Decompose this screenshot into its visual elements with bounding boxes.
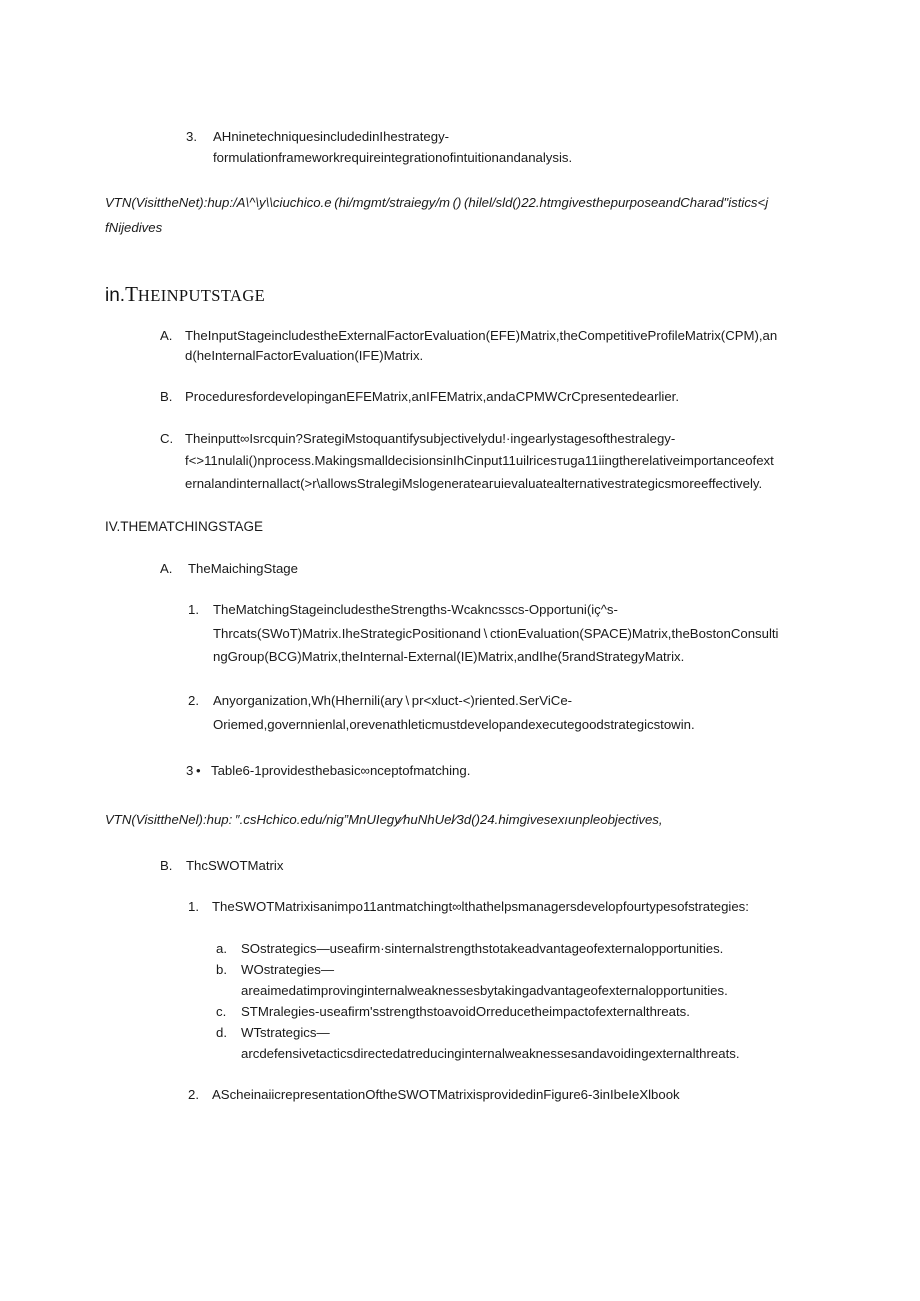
intro-item-line: formulationframeworkrequireintegrationofintuitionandanalysis. [213,150,573,165]
list-marker: 2. [188,1087,199,1102]
vtn-link-text: VTN(VisittheNet):hup:/A\^\y\\ciuchico.e (hi/mgmt/straiegy/m () (hilel/sld()22.htmgivesthepurposeandCharad"istics<j [105,195,769,210]
swot-item-1: TheSWOTMatrixisanimpo11antmatchingt∞lthathelpsmanagersdevelopfourtypesofstrategies: [212,899,749,914]
heading-initial: T [125,282,138,306]
subsection-title: ThcSWOTMatrix [186,858,284,873]
list-marker: 3. [186,129,197,144]
vtn-link-text: fNijedives [105,220,163,235]
section-heading-input-stage [105,282,265,307]
matching-item-1: TheMatchingStageincludestheStrengths-Wcakncsscs-Opportuni(iç^s- [213,602,618,617]
swot-strategy-wo: WOstrategies— [241,962,335,977]
list-marker: B. [160,858,173,873]
input-stage-item-c: ernalandinternallact(>r\allowsStralegiMslogenerateaгuievaluatealternativestrategicsmoreeffectively. [185,476,763,491]
list-marker: 1. [188,602,199,617]
swot-item-2: AScheinaiicrepresentationOftheSWOTMatrixisprovidedinFigure6-3inIbeIeXlbook [212,1087,680,1102]
swot-strategy-st: STMralegies-useafirm'sstrengthstoavoidOrreducetheimpactofexternalthreats. [241,1004,690,1019]
input-stage-item-c: f<>11nulali()nprocess.MakingsmalldecisionsinIhCinput11uilricesтuga11iingtherelativeimportanceofext [185,453,774,468]
list-marker: 2. [188,693,199,708]
section-number: in. [105,285,126,306]
input-stage-item-a: TheInputStageincludestheExternalFactorEvaluation(EFE)Matrix,theCompetitiveProfileMatrix(CPM),an [185,328,778,343]
list-marker: A. [160,328,173,343]
input-stage-item-b: ProceduresfordevelopinganEFEMatrix,anIFEMatrix,andaCPMWCrCpresentedearlier. [185,389,680,404]
swot-strategy-wo: areaimedatimprovinginternalweaknessesbytakingadvantageofexternalopportunities. [241,983,728,998]
intro-item-line: AHninetechniquesincludedinIhestrategy- [213,129,450,144]
section-heading-matching-stage: IV.THEMATCHINGSTAGE [105,519,264,534]
matching-item-1: ngGroup(BCG)Matrix,theInternal-External(IE)Matrix,andIhe(5randStrategyMatrix. [213,649,685,664]
heading-text: HEINPUTSTAGE [137,286,266,305]
list-marker: 3 • [186,763,204,778]
list-marker: d. [216,1025,227,1040]
list-marker: b. [216,962,227,977]
input-stage-item-c: Theinputt∞Isrcquin?SrategiMstoquantifysubjectivelydu!·ingearlystagesofthestralegy- [185,431,676,446]
matching-item-3: Table6-1providesthebasic∞nceptofmatching. [211,763,471,778]
matching-item-2: Oriemed,governnienlal,orevenathleticmustdevelopandexecutegoodstrategicstowin. [213,717,695,732]
swot-strategy-so: SOstrategics—useafirm·sinternalstrengthstotakeadvantageofexternalopportunities. [241,941,724,956]
list-marker: a. [216,941,227,956]
list-marker: B. [160,389,173,404]
swot-strategy-wt: WTstrategics— [241,1025,330,1040]
matching-item-1: Thrcats(SWoT)Matrix.IheStrategicPositionand \ ctionEvaluation(SPACE)Matrix,theBostonConsulti [213,626,779,641]
input-stage-item-a: d(heInternalFactorEvaluation(IFE)Matrix. [185,348,424,363]
list-marker: 1. [188,899,199,914]
matching-item-2: Anyorganization,Wh(Hhernili(ary \ pr<xluct-<)riented.SerViCe- [213,693,573,708]
subsection-title: TheMaichingStage [188,561,298,576]
vtn-link-text: VTN(VisittheNel):hup: ″.csHchico.edu/nig”MnUIegy⁄huNhUel⁄3d()24.himgivesexıunpleobjectives, [105,812,663,827]
swot-strategy-wt: arcdefensivetacticsdirectedatreducinginternalweaknessesandavoidingexternalthreats. [241,1046,740,1061]
list-marker: A. [160,561,173,576]
list-marker: c. [216,1004,227,1019]
list-marker: C. [160,431,174,446]
